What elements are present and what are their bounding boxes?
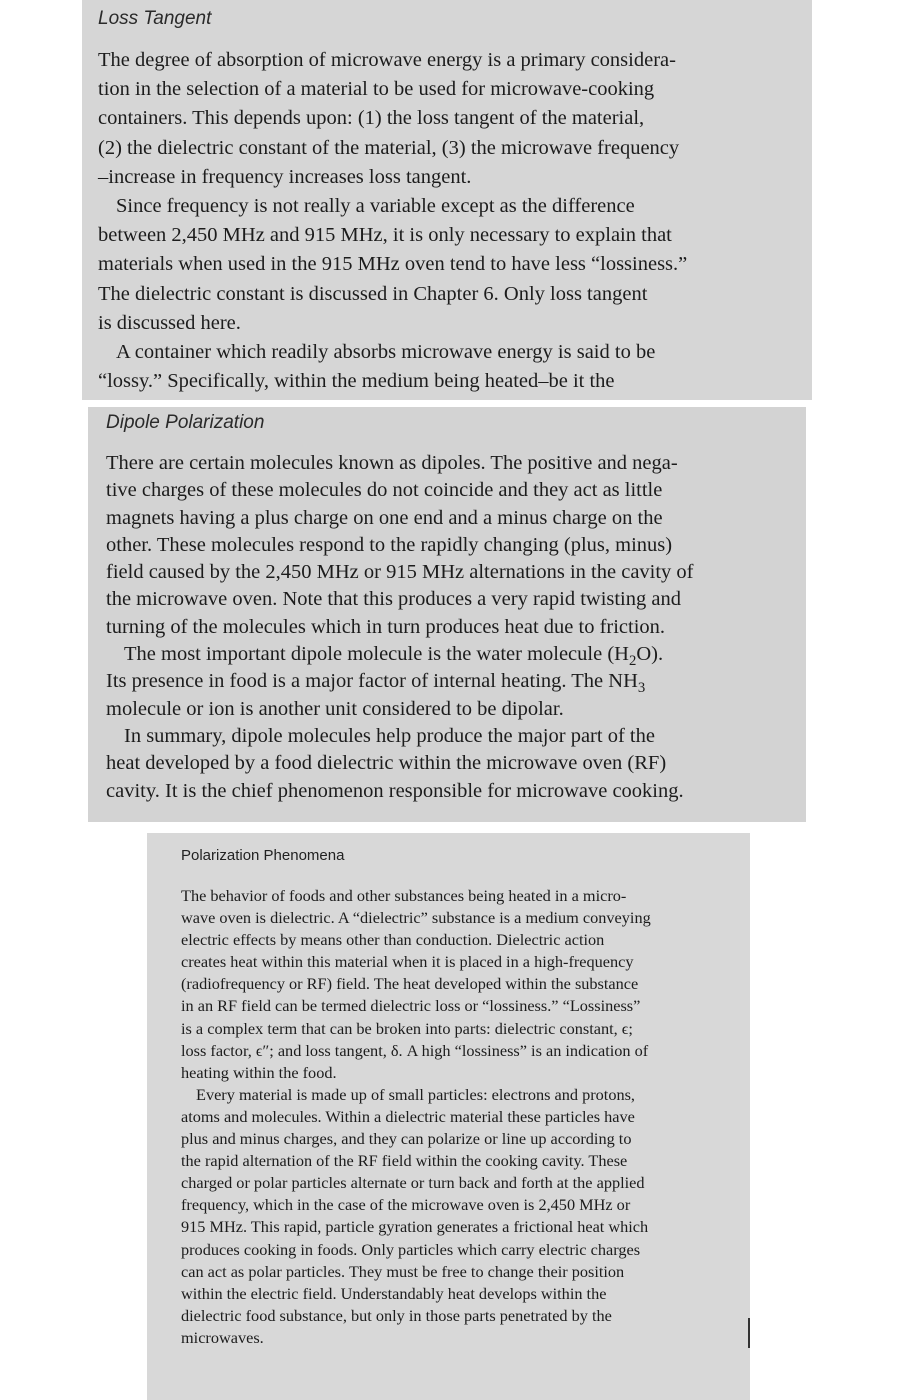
text-line: The dielectric constant is discussed in Chapter 6. Only loss tangent	[98, 282, 648, 305]
section-heading: Dipole Polarization	[106, 412, 265, 433]
text-line: the rapid alternation of the RF field within the cooking cavity. These	[181, 1151, 628, 1171]
text-line: heat developed by a food dielectric within the microwave oven (RF)	[106, 752, 667, 775]
text-line: heating within the food.	[181, 1062, 337, 1082]
text-line: turning of the molecules which in turn produces heat due to friction.	[106, 615, 666, 638]
text-fragment: O).	[636, 643, 664, 666]
text-line: plus and minus charges, and they can polarize or line up according to	[181, 1129, 632, 1149]
text-line: The degree of absorption of microwave energy is a primary considera-	[98, 49, 676, 71]
section-heading: Loss Tangent	[98, 8, 212, 29]
text-line: cavity. It is the chief phenomenon responsible for microwave cooking.	[106, 779, 684, 802]
text-line: produces cooking in foods. Only particles which carry electric charges	[181, 1239, 641, 1259]
text-line: In summary, dipole molecules help produce the major part of the	[124, 724, 655, 747]
text-line: (2) the dielectric constant of the material, (3) the microwave frequency	[98, 136, 680, 159]
text-line: Every material is made up of small particles: electrons and protons,	[196, 1084, 636, 1104]
page-edge-mark	[748, 1318, 750, 1348]
dipole-polarization-section	[88, 407, 806, 822]
text-line: in an RF field can be termed dielectric loss or “lossiness.” “Lossiness”	[181, 996, 641, 1016]
text-line: tive charges of these molecules do not coincide and they act as little	[106, 479, 663, 502]
text-line: can act as polar particles. They must be free to change their position	[181, 1261, 625, 1281]
text-line: within the electric field. Understandably heat develops within the	[181, 1283, 607, 1303]
text-line: electric effects by means other than conduction. Dielectric action	[181, 930, 605, 950]
text-line: is a complex term that can be broken into parts: dielectric constant, ϵ;	[181, 1018, 633, 1038]
text-line: magnets having a plus charge on one end and a minus charge on the	[106, 506, 663, 529]
section-heading: Polarization Phenomena	[181, 847, 345, 864]
text-line: tion in the selection of a material to be used for microwave-cooking	[98, 78, 655, 101]
text-line: microwaves.	[181, 1327, 264, 1347]
text-line: wave oven is dielectric. A “dielectric” substance is a medium conveying	[181, 908, 651, 928]
polarization-phenomena-section	[147, 833, 750, 1400]
text-line: the microwave oven. Note that this produces a very rapid twisting and	[106, 588, 681, 611]
text-line: containers. This depends upon: (1) the loss tangent of the material,	[98, 107, 645, 130]
text-line: Since frequency is not really a variable except as the difference	[116, 195, 635, 218]
text-line: 915 MHz. This rapid, particle gyration generates a frictional heat which	[181, 1217, 649, 1237]
text-line: charged or polar particles alternate or turn back and forth at the applied	[181, 1173, 645, 1193]
text-line: atoms and molecules. Within a dielectric material these particles have	[181, 1106, 635, 1126]
text-line: materials when used in the 915 MHz oven tend to have less “lossiness.”	[98, 253, 688, 276]
text-line: A container which readily absorbs microwave energy is said to be	[116, 341, 656, 364]
subscript: 2	[628, 653, 637, 670]
text-line	[106, 641, 788, 668]
text-line: field caused by the 2,450 MHz or 915 MHz alternations in the cavity of	[106, 561, 694, 584]
text-line: –increase in frequency increases loss tangent.	[98, 165, 472, 188]
text-line: molecule or ion is another unit considered to be dipolar.	[106, 697, 564, 720]
text-line: The behavior of foods and other substances being heated in a micro-	[181, 886, 627, 905]
text-fragment: The most important dipole molecule is the water molecule (H	[124, 643, 629, 666]
text-line: frequency, which in the case of the microwave oven is 2,450 MHz or	[181, 1195, 631, 1215]
text-line: creates heat within this material when it is placed in a high-frequency	[181, 952, 634, 972]
text-line: loss factor, ϵ″; and loss tangent, δ. A high “lossiness” is an indication of	[181, 1040, 649, 1060]
text-line: “lossy.” Specifically, within the medium being heated–be it the	[98, 370, 615, 393]
text-line: There are certain molecules known as dipoles. The positive and nega-	[106, 452, 678, 474]
loss-tangent-section	[82, 0, 812, 400]
text-fragment: Its presence in food is a major factor of internal heating. The NH	[106, 670, 638, 693]
text-line: is discussed here.	[98, 311, 241, 334]
text-line: between 2,450 MHz and 915 MHz, it is only necessary to explain that	[98, 224, 672, 247]
text-line: dielectric food substance, but only in those parts penetrated by the	[181, 1305, 612, 1325]
text-line: other. These molecules respond to the rapidly changing (plus, minus)	[106, 533, 673, 556]
text-line: (radiofrequency or RF) field. The heat developed within the substance	[181, 974, 639, 994]
subscript: 3	[637, 680, 646, 697]
text-line	[106, 668, 788, 695]
